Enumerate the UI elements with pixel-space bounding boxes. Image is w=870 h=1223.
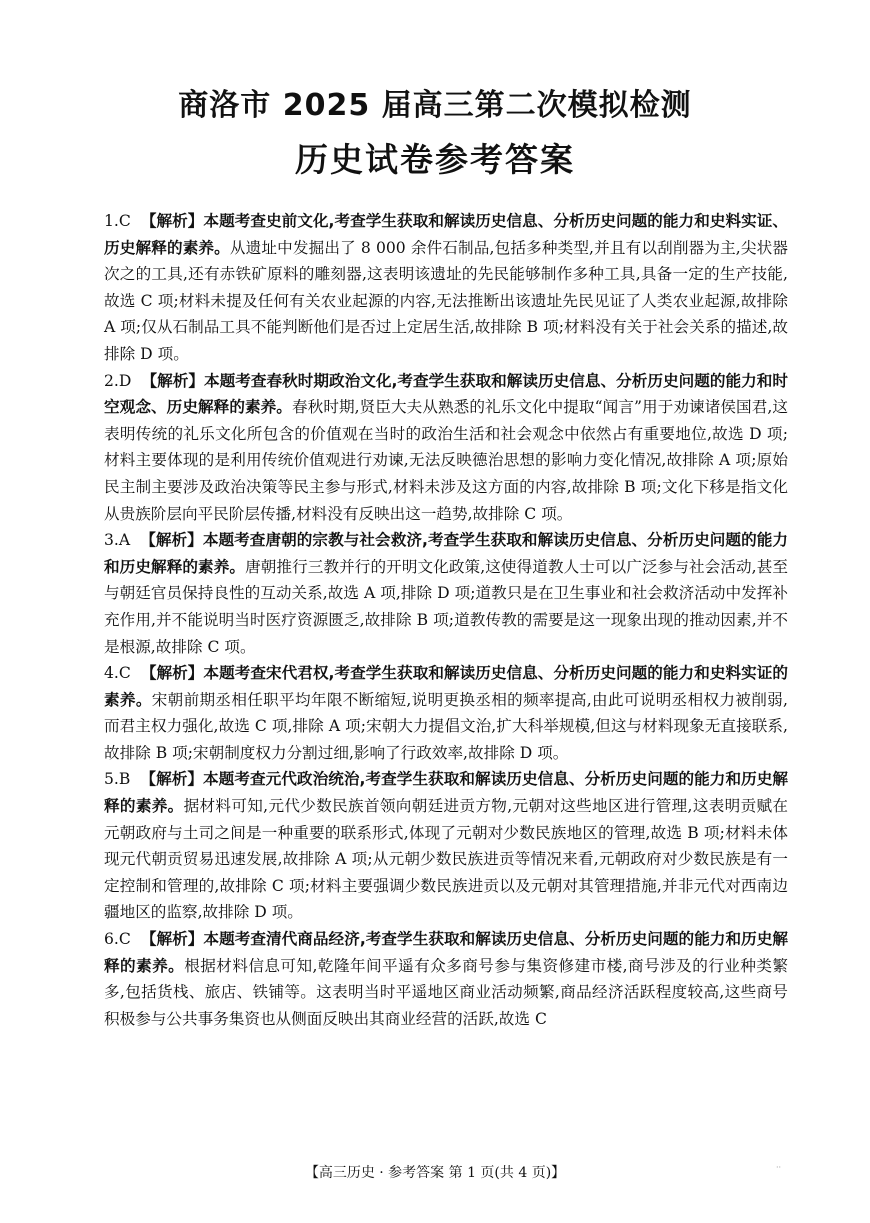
answer-item-6	[104, 926, 788, 1032]
item-analysis-text: 宋朝前期丞相任职平均年限不断缩短,说明更换丞相的频率提高,由此可说明丞相权力被削弱,而君主权力强化,故选 C 项,排除 A 项;宋朝大力提倡文治,扩大科举规模,但这与材料现象无直接联系,故排除 B 项;宋朝制度权力分割过细,影响了行政效率,故排除 D 项。	[104, 690, 788, 762]
scan-mark-icon: ··	[776, 1163, 782, 1172]
item-answer: C	[118, 930, 131, 949]
item-analysis-heading: 【解析】本题考查唐朝的宗教与社会救济,考查学生获取和解读历史信息、分析历史问题的能力和历史解释的素养。	[104, 531, 788, 576]
item-analysis-heading: 【解析】本题考查清代商品经济,考查学生获取和解读历史信息、分析历史问题的能力和历史解释的素养。	[104, 930, 788, 975]
item-number: 2.	[104, 371, 119, 390]
item-number: 3.	[104, 531, 119, 550]
document-title: 商洛市 2025 届高三第二次模拟检测	[178, 88, 692, 123]
item-analysis-text: 据材料可知,元代少数民族首领向朝廷进贡方物,元朝对这些地区进行管理,这表明贡赋在元朝政府与土司之间是一种重要的联系形式,体现了元朝对少数民族地区的管理,故选 B 项;材料未体现元代朝贡贸易迅速发展,故排除 A 项;从元朝少数民族进贡等情况来看,元朝政府对少数民族是有一定控制和管理的,故排除 C 项;材料主要强调少数民族进贡以及元朝对其管理措施,并非元代对西南边疆地区的监察,故排除 D 项。	[104, 797, 788, 922]
answer-item-5	[104, 766, 788, 926]
item-analysis-heading: 【解析】本题考查元代政治统治,考查学生获取和解读历史信息、分析历史问题的能力和历史解释的素养。	[104, 770, 788, 816]
item-analysis-heading: 【解析】本题考查宋代君权,考查学生获取和解读历史信息、分析历史问题的能力和史料实证的素养。	[104, 664, 788, 709]
page-footer: 【高三历史 · 参考答案 第 1 页(共 4 页)】	[304, 1165, 566, 1181]
item-answer: D	[118, 371, 132, 390]
answer-item-1	[104, 208, 788, 368]
item-analysis-text: 唐朝推行三教并行的开明文化政策,这使得道教人士可以广泛参与社会活动,甚至与朝廷官员保持良性的互动关系,故选 A 项,排除 D 项;道教只是在卫生事业和社会救济活动中发挥补充作用,并不能说明当时医疗资源匮乏,故排除 B 项;道教传教的需要是这一现象出现的推动因素,并不是根源,故排除 C 项。	[104, 557, 788, 656]
item-answer: B	[118, 770, 131, 789]
answer-item-2	[104, 368, 788, 528]
answer-item-4	[104, 660, 788, 766]
item-analysis-text: 春秋时期,贤臣大夫从熟悉的礼乐文化中提取“闻言”用于劝谏诸侯国君,这表明传统的礼乐文化所包含的价值观在当时的政治生活和社会观念中依然占有重要地位,故选 D 项;材料主要体现的是利用传统价值观进行劝谏,无法反映德治思想的影响力变化情况,故排除 A 项;原始民主制主要涉及政治决策等民主参与形式,材料未涉及这方面的内容,故排除 B 项;文化下移是指文化从贵族阶层向平民阶层传播,材料没有反映出这一趋势,故排除 C 项。	[104, 398, 788, 523]
item-analysis-text: 根据材料信息可知,乾隆年间平遥有众多商号参与集资修建市楼,商号涉及的行业种类繁多,包括货栈、旅店、铁铺等。这表明当时平遥地区商业活动频繁,商品经济活跃程度较高,这些商号积极参与公共事务集资也从侧面反映出其商业经营的活跃,故选 C	[104, 956, 788, 1028]
item-number: 1.	[104, 212, 119, 230]
document-subtitle: 历史试卷参考答案	[295, 140, 575, 179]
item-analysis-heading: 【解析】本题考查春秋时期政治文化,考查学生获取和解读历史信息、分析历史问题的能力和时空观念、历史解释的素养。	[104, 371, 788, 417]
item-analysis-text: 从遗址中发掘出了 8 000 余件石制品,包括多种类型,并且有以刮削器为主,尖状器次之的工具,还有赤铁矿原料的雕刻器,这表明该遗址的先民能够制作多种工具,具备一定的生产技能,故选 C 项;材料未提及任何有关农业起源的内容,无法推断出该遗址先民见证了人类农业起源,故排除 A 项;仅从石制品工具不能判断他们是否过上定居生活,故排除 B 项;材料没有关于社会关系的描述,故排除 D 项。	[104, 238, 788, 363]
item-number: 6.	[104, 930, 119, 949]
item-number: 5.	[104, 770, 119, 789]
answer-item-3	[104, 527, 788, 660]
item-answer: C	[118, 664, 131, 683]
item-number: 4.	[104, 664, 119, 683]
item-analysis-heading: 【解析】本题考查史前文化,考查学生获取和解读历史信息、分析历史问题的能力和史料实证、历史解释的素养。	[104, 212, 788, 257]
answer-list	[104, 208, 788, 1032]
item-answer: C	[118, 212, 131, 230]
item-answer: A	[118, 531, 131, 550]
